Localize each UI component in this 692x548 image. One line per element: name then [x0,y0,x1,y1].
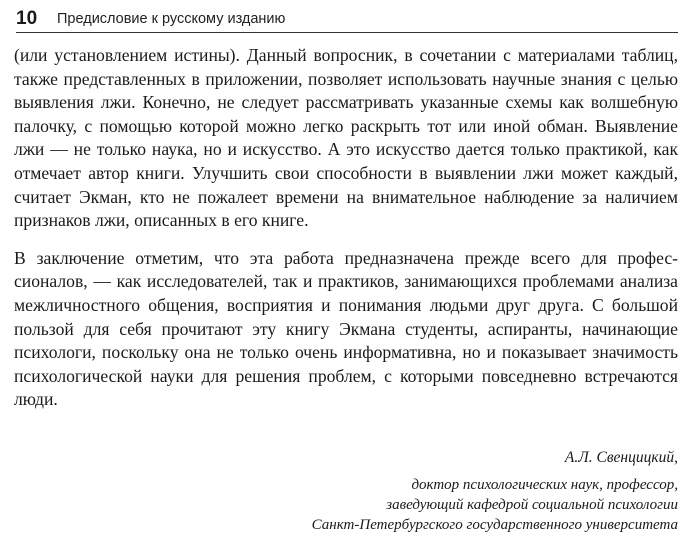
author-signature-block [312,448,678,535]
paragraph: В заключение отметим, что эта работа предназначена прежде всего для профессионалов, — как исследователей, так и практиков, занимающихся проблемами анализа межличностного общения, восприятия и понимания людьми друг друга. С большой пользой для себя прочитают эту книгу Экмана студенты, аспиранты, начинающие психологи, поскольку она не только очень информативна, но и показывает значимость психологической науки для решения проблем, с которыми повседневно встречаются люди. [14,247,678,410]
running-title: Предисловие к русскому изданию [57,11,286,27]
main-text [14,44,678,412]
paragraph: (или установлением истины). Данный вопросник, в сочетании с материалами таблиц, также представленных в приложении, позволяет использовать научные знания с целью выявления лжи. Конечно, не следует рассматривать указанные схемы как волшебную палочку, с помощью которой можно легко раскрыть тот или иной обман. Выявление лжи — не только наука, но и искусство. А это искусство дается только практикой, как отмечает автор книги. Улучшить свои способности в выявлении лжи может каждый, считает Экман, кто не пожалеет времени на внимательное наблюдение за наличием признаков лжи, описанных в его книге. [14,45,678,231]
author-title-line: Санкт-Петербургского государственного университета [311,517,678,533]
page-header [16,8,678,33]
author-title-line: заведующий кафедрой социальной психологии [386,497,678,513]
author-title-line: доктор психологических наук, профессор, [411,477,678,493]
page-number: 10 [16,8,38,29]
author-name: А.Л. Свенцицкий, [564,449,678,466]
